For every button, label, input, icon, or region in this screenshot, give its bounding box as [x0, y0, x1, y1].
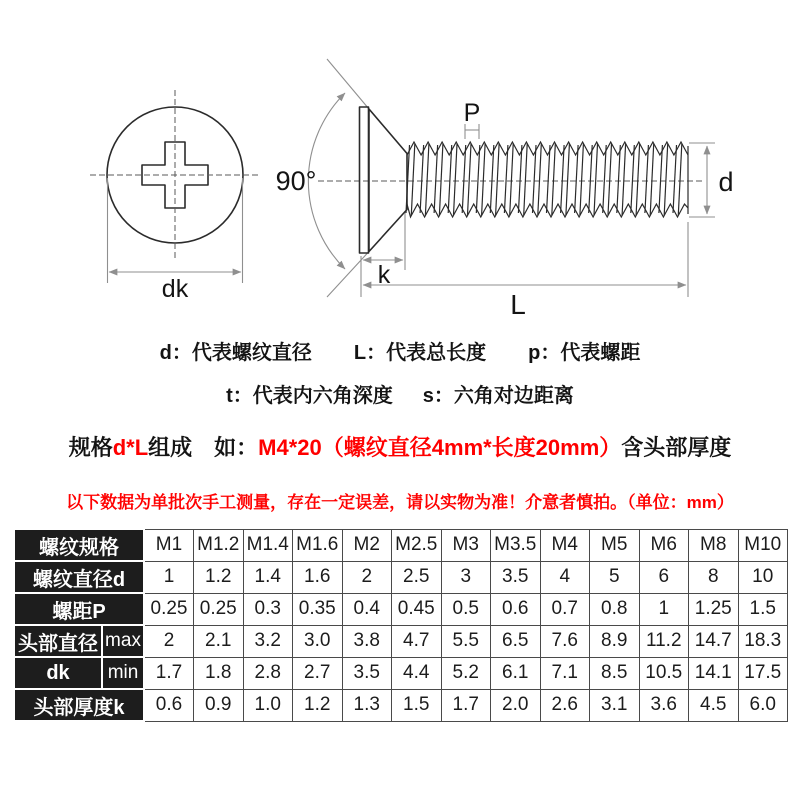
spec-seg-4: M4*20（螺纹直径4mm*长度20mm） — [258, 435, 622, 460]
table-cell: M1.2 — [194, 529, 244, 561]
table-cell: 6 — [639, 561, 689, 593]
table-cell: 3.2 — [243, 625, 293, 657]
table-cell: 14.1 — [689, 657, 739, 689]
table-cell: 1.0 — [243, 689, 293, 721]
table-cell: 2 — [144, 625, 194, 657]
table-cell: M1.6 — [293, 529, 343, 561]
thread-flank-line — [496, 144, 500, 215]
table-cell: 2.1 — [194, 625, 244, 657]
row-header: 螺纹规格 — [14, 529, 144, 561]
legend-s: s：六角对边距离 — [422, 385, 574, 407]
row-subheader: min — [102, 657, 144, 689]
angle-label: 90° — [275, 166, 317, 196]
legend-line-2 — [0, 379, 800, 408]
table-cell: 1.25 — [689, 593, 739, 625]
table-cell: 1 — [144, 561, 194, 593]
table-cell: M10 — [738, 529, 788, 561]
table-cell: 0.8 — [590, 593, 640, 625]
table-cell: 10.5 — [639, 657, 689, 689]
table-cell: 0.6 — [491, 593, 541, 625]
table-cell: 0.6 — [144, 689, 194, 721]
table-cell: 1.5 — [738, 593, 788, 625]
spec-seg-1: 规格 — [68, 435, 113, 460]
row-header: 螺纹直径d — [14, 561, 144, 593]
table-cell: 0.35 — [293, 593, 343, 625]
table-cell: 1.7 — [441, 689, 491, 721]
head-cone — [369, 109, 407, 252]
table-cell: 1.4 — [243, 561, 293, 593]
table-cell: 0.3 — [243, 593, 293, 625]
table-cell: 3 — [441, 561, 491, 593]
spec-seg-5: 含头部厚度 — [621, 435, 732, 460]
table-cell: 2.8 — [243, 657, 293, 689]
table-cell: 2.5 — [392, 561, 442, 593]
row-subheader: max — [102, 625, 144, 657]
table-row — [14, 593, 788, 625]
table-cell: 0.7 — [540, 593, 590, 625]
legend-L: L：代表总长度 — [353, 342, 487, 364]
spec-format-line — [0, 431, 800, 462]
table-row — [14, 561, 788, 593]
table-cell: 3.6 — [639, 689, 689, 721]
table-cell: 0.25 — [144, 593, 194, 625]
legend-p: p：代表螺距 — [528, 342, 641, 364]
thread-flank-line — [664, 144, 668, 215]
l-label: L — [510, 289, 526, 320]
table-row — [14, 657, 788, 689]
thread-flank-line — [454, 144, 458, 215]
legend-line-1 — [0, 336, 800, 365]
spec-table — [13, 528, 788, 722]
table-row — [14, 529, 788, 561]
table-cell: 8.9 — [590, 625, 640, 657]
screw-front-view — [90, 90, 258, 303]
table-cell: M1.4 — [243, 529, 293, 561]
thread-flank-line — [439, 144, 443, 215]
table-cell: 18.3 — [738, 625, 788, 657]
thread-flank-line — [566, 144, 570, 215]
thread-flank-line — [524, 144, 528, 215]
thread-flank-line — [594, 144, 598, 215]
table-cell: 3.0 — [293, 625, 343, 657]
table-cell: 6.0 — [738, 689, 788, 721]
table-cell: 1 — [639, 593, 689, 625]
table-cell: M3 — [441, 529, 491, 561]
thread-flank-line — [622, 144, 626, 215]
thread-flank-line — [538, 144, 542, 215]
table-cell: 1.7 — [144, 657, 194, 689]
row-header: 头部厚度k — [14, 689, 144, 721]
table-cell: 3.5 — [342, 657, 392, 689]
table-cell: 7.6 — [540, 625, 590, 657]
thread-flank-line — [510, 144, 514, 215]
table-cell: 2.0 — [491, 689, 541, 721]
table-cell: 0.45 — [392, 593, 442, 625]
legend-t: t：代表内六角深度 — [226, 385, 393, 407]
table-cell: M2 — [342, 529, 392, 561]
table-cell: 3.1 — [590, 689, 640, 721]
table-cell: 7.1 — [540, 657, 590, 689]
table-cell: 6.1 — [491, 657, 541, 689]
pitch-label: P — [463, 99, 481, 127]
thread-top-crests — [407, 142, 688, 155]
table-cell: 1.5 — [392, 689, 442, 721]
legend-d: d：代表螺纹直径 — [159, 342, 312, 364]
table-cell: 0.25 — [194, 593, 244, 625]
table-cell: 4 — [540, 561, 590, 593]
table-cell: M4 — [540, 529, 590, 561]
table-cell: 17.5 — [738, 657, 788, 689]
thread-flank-line — [425, 144, 429, 215]
table-cell: 0.5 — [441, 593, 491, 625]
d-label: d — [718, 167, 734, 197]
table-cell: M6 — [639, 529, 689, 561]
table-cell: 1.2 — [293, 689, 343, 721]
thread-flank-line — [678, 144, 682, 215]
table-row — [14, 689, 788, 721]
table-cell: 14.7 — [689, 625, 739, 657]
thread-flank-line — [608, 144, 612, 215]
table-cell: 4.7 — [392, 625, 442, 657]
screw-side-view — [276, 59, 734, 320]
table-cell: M8 — [689, 529, 739, 561]
table-cell: 8.5 — [590, 657, 640, 689]
table-cell: 2.6 — [540, 689, 590, 721]
measurement-disclaimer: 以下数据为单批次手工测量，存在一定误差，请以实物为准！介意者慎拍。（单位：mm） — [66, 493, 734, 512]
thread-flank-line — [482, 144, 486, 215]
table-cell: 4.5 — [689, 689, 739, 721]
table-cell: 5 — [590, 561, 640, 593]
table-cell: 1.6 — [293, 561, 343, 593]
table-cell: 0.9 — [194, 689, 244, 721]
thread-flank-line — [580, 144, 584, 215]
dk-label: dk — [161, 275, 189, 303]
thread-flank-line — [552, 144, 556, 215]
table-cell: 4.4 — [392, 657, 442, 689]
table-cell: 0.4 — [342, 593, 392, 625]
table-cell: 6.5 — [491, 625, 541, 657]
table-cell: 11.2 — [639, 625, 689, 657]
thread-flank-line — [468, 144, 472, 215]
row-header: dk — [14, 657, 102, 689]
table-cell: M1 — [144, 529, 194, 561]
table-cell: 1.2 — [194, 561, 244, 593]
table-cell: 5.5 — [441, 625, 491, 657]
table-cell: 10 — [738, 561, 788, 593]
table-cell: 3.5 — [491, 561, 541, 593]
table-cell: M2.5 — [392, 529, 442, 561]
thread-flank-line — [650, 144, 654, 215]
thread-flank-line — [636, 144, 640, 215]
table-cell: 2.7 — [293, 657, 343, 689]
row-header: 头部直径 — [14, 625, 102, 657]
table-cell: M3.5 — [491, 529, 541, 561]
spec-seg-3: 组成 如： — [148, 435, 259, 460]
k-label: k — [377, 261, 391, 289]
table-cell: 3.8 — [342, 625, 392, 657]
table-cell: 5.2 — [441, 657, 491, 689]
table-row — [14, 625, 788, 657]
table-cell: 1.8 — [194, 657, 244, 689]
table-cell: 8 — [689, 561, 739, 593]
row-header: 螺距P — [14, 593, 144, 625]
table-cell: 2 — [342, 561, 392, 593]
head-face — [360, 107, 369, 253]
table-cell: 1.3 — [342, 689, 392, 721]
spec-seg-2: d*L — [112, 435, 149, 460]
screw-technical-drawing — [0, 0, 800, 330]
table-cell: M5 — [590, 529, 640, 561]
thread-flank-line — [411, 144, 415, 215]
